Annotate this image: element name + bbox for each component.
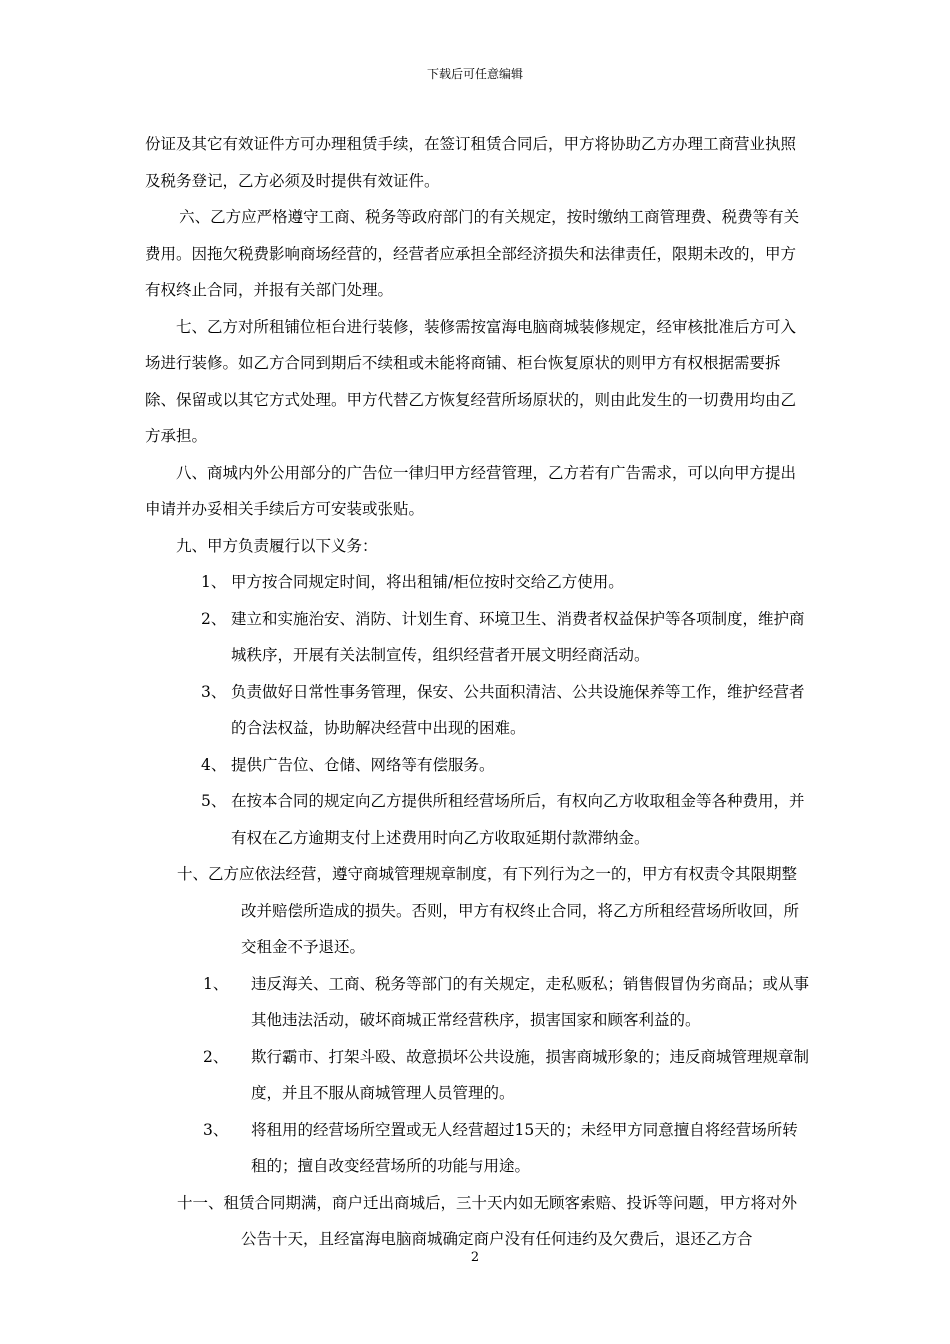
list-item-text: 将租用的经营场所空置或无人经营超过15天的；未经甲方同意擅自将经营场所转租的；擅自改变经营场所的功能与用途。 xyxy=(251,1120,798,1175)
list-item-text: 建立和实施治安、消防、计划生育、环境卫生、消费者权益保护等各项制度，维护商城秩序，开展有关法制宣传，组织经营者开展文明经商活动。 xyxy=(231,609,805,664)
list-item-number: 5、 xyxy=(201,792,227,810)
clause-7: 七、乙方对所租铺位柜台进行装修，装修需按富海电脑商城装修规定，经审核批准后方可入场进行装修。如乙方合同到期后不续租或未能将商铺、柜台恢复原状的则甲方有权根据需要拆除、保留或以其它方式处理。甲方代替乙方恢复经营所场原状的，则由此发生的一切费用均由乙方承担。 xyxy=(145,317,797,445)
list-item-number: 3、 xyxy=(203,1120,229,1139)
list-item-number: 1、 xyxy=(203,974,229,993)
list-item xyxy=(203,1039,809,1112)
page-header: 下载后可任意编辑 xyxy=(426,67,523,81)
clause-10: 十、乙方应依法经营，遵守商城管理规章制度，有下列行为之一的，甲方有权责令其限期整改并赔偿所造成的损失。否则，甲方有权终止合同，将乙方所租经营场所收回，所交租金不予退还。 xyxy=(177,865,800,956)
list-item-number: 2、 xyxy=(203,1047,229,1066)
list-item xyxy=(201,564,809,601)
list-item-number: 4、 xyxy=(201,755,227,774)
list-item xyxy=(201,674,809,747)
clause-9: 九、甲方负责履行以下义务： xyxy=(176,536,378,555)
list-item xyxy=(201,747,809,784)
clause-9-list xyxy=(145,564,809,856)
list-item xyxy=(201,783,809,856)
list-item-text: 负责做好日常性事务管理，保安、公共面积清洁、公共设施保养等工作，维护经营者的合法权益，协助解决经营中出现的困难。 xyxy=(231,682,805,737)
list-item-number: 1、 xyxy=(201,573,227,591)
clause-6: 六、乙方应严格遵守工商、税务等政府部门的有关规定，按时缴纳工商管理费、税费等有关费用。因拖欠税费影响商场经营的，经营者应承担全部经济损失和法律责任，限期未改的，甲方有权终止合同，并报有关部门处理。 xyxy=(145,208,800,299)
page-number: 2 xyxy=(470,1250,480,1265)
list-item-text: 欺行霸市、打架斗殴、故意损坏公共设施，损害商城形象的；违反商城管理规章制度，并且不服从商城管理人员管理的。 xyxy=(251,1047,810,1102)
list-item xyxy=(203,1112,809,1185)
list-item xyxy=(203,966,809,1039)
list-item-text: 甲方按合同规定时间，将出租铺/柜位按时交给乙方使用。 xyxy=(231,573,624,591)
list-item-number: 3、 xyxy=(201,682,227,701)
list-item-number: 2、 xyxy=(201,609,227,628)
list-item-text: 提供广告位、仓储、网络等有偿服务。 xyxy=(231,755,495,774)
list-item-text: 在按本合同的规定向乙方提供所租经营场所后，有权向乙方收取租金等各种费用，并有权在乙方逾期支付上述费用时向乙方收取延期付款滞纳金。 xyxy=(231,792,805,847)
list-item xyxy=(201,601,809,674)
document-body xyxy=(145,126,809,1258)
clause-8: 八、商城内外公用部分的广告位一律归甲方经营管理，乙方若有广告需求，可以向甲方提出申请并办妥相关手续后方可安装或张贴。 xyxy=(145,463,797,518)
clause-11: 十一、租赁合同期满，商户迁出商城后，三十天内如无顾客索赔、投诉等问题，甲方将对外公告十天，且经富海电脑商城确定商户没有任何违约及欠费后，退还乙方合 xyxy=(177,1193,798,1248)
list-item-text: 违反海关、工商、税务等部门的有关规定，走私贩私；销售假冒伪劣商品；或从事其他违法活动，破坏商城正常经营秩序，损害国家和顾客利益的。 xyxy=(251,974,810,1029)
clause-10-list xyxy=(145,966,809,1185)
paragraph-continuation: 份证及其它有效证件方可办理租赁手续，在签订租赁合同后，甲方将协助乙方办理工商营业执照及税务登记，乙方必须及时提供有效证件。 xyxy=(145,135,797,190)
